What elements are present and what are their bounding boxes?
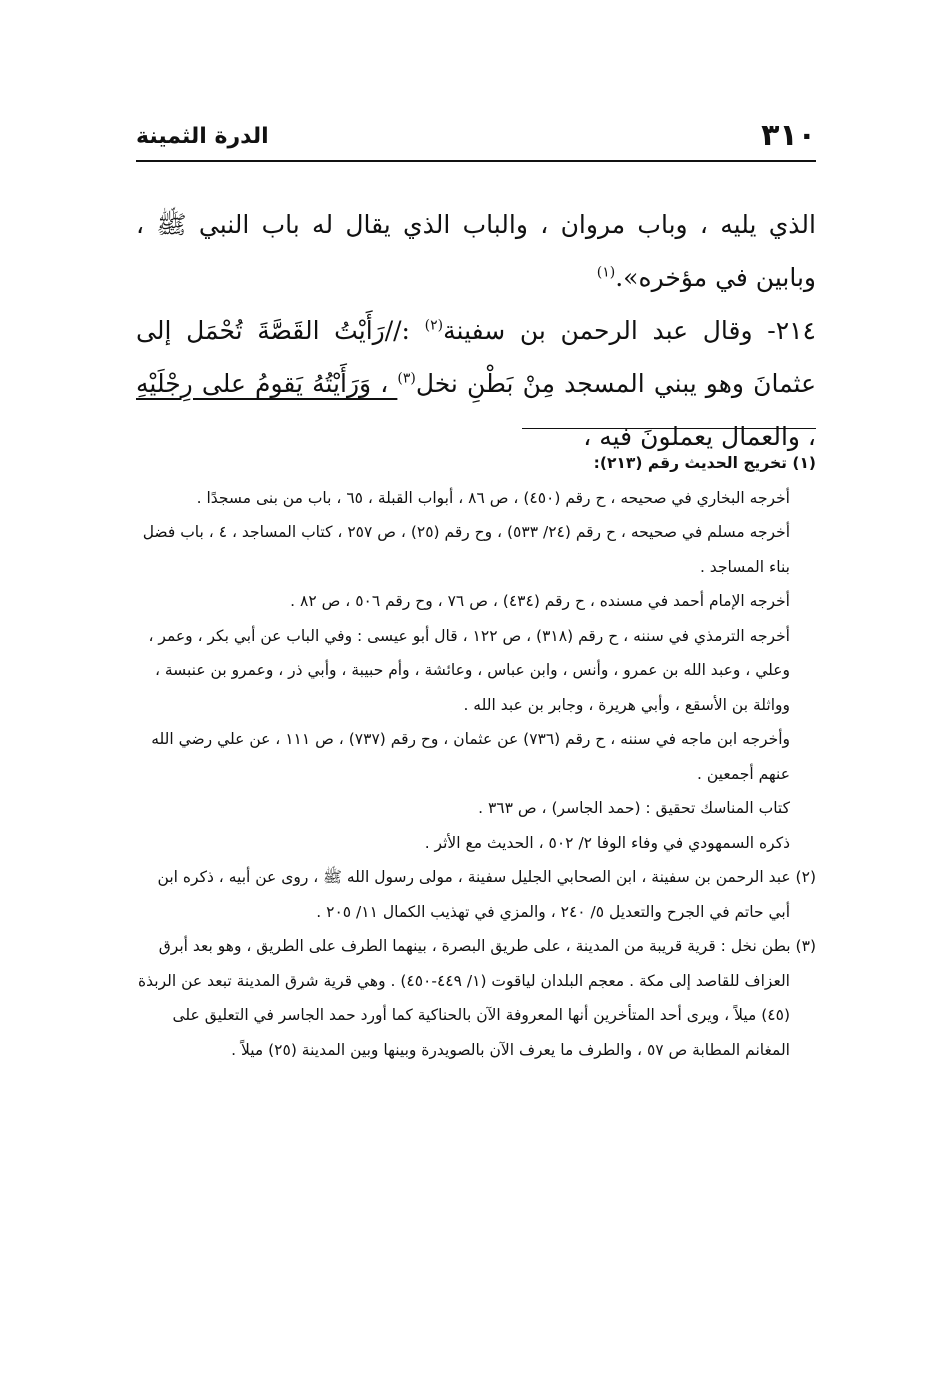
footnote-1-line: أخرجه مسلم في صحيحه ، ح رقم (٢٤/ ٥٣٣) ، وح رقم (٢٥) ، ص ٢٥٧ ، كتاب المساجد ، ٤ ، باب فضل بناء المساجد . — [142, 523, 790, 576]
footnote-separator — [522, 428, 816, 429]
paragraph-214-underlined: ، وَرَأَيْتُهُ يَقومُ على رِجْلَيْهِ — [136, 369, 398, 398]
footnote-1-line: أخرجه الإمام أحمد في مسنده ، ح رقم (٤٣٤) ، ص ٧٦ ، وح رقم ٥٠٦ ، ص ٨٢ . — [290, 592, 790, 610]
main-text — [136, 198, 816, 463]
paragraph-1-text: الذي يليه ، وباب مروان ، والباب الذي يقال له باب النبي ﷺ ، وبابين في مؤخره». — [136, 210, 816, 292]
page-number: ٣١٠ — [761, 118, 816, 153]
footnote-ref-2: (٢) — [424, 317, 444, 334]
footnote-ref-1: (١) — [596, 264, 616, 281]
paragraph-1 — [136, 198, 816, 304]
footnote-1-heading: (١) تخريج الحديث رقم (٢١٣): — [593, 454, 816, 472]
paragraph-214-mid: ://رَأَيْتُ القَصَّةَ تُحْمَل إلى عثمانَ وهو يبني المسجد مِنْ بَطْنِ نخل — [136, 316, 816, 398]
page-header — [136, 118, 816, 160]
footnote-1-line: أخرجه الترمذي في سننه ، ح رقم (٣١٨) ، ص ١٢٢ ، قال أبو عيسى : وفي الباب عن أبي بكر ، وعمر ، وعلي ، وعبد الله بن عمرو ، وأنس ، وابن عباس ، وعائشة ، وأم حبيبة ، وأبي ذر ، وعمرو بن عنبسة ، وواثلة بن الأسقع ، وأبي هريرة ، وجابر بن عبد الله . — [148, 626, 790, 714]
footnote-1-line: ذكره السمهودي في وفاء الوفا ٢/ ٥٠٢ ، الحديث مع الأثر . — [424, 833, 790, 852]
running-title: الدرة الثمينة — [136, 124, 269, 149]
footnotes — [136, 446, 816, 1067]
footnote-ref-3: (٣) — [397, 370, 416, 387]
paragraph-214-start: ٢١٤- وقال عبد الرحمن بن سفينة — [443, 316, 816, 345]
paragraph-214 — [136, 304, 816, 463]
header-rule — [136, 160, 816, 162]
footnote-1-line: وأخرجه ابن ماجه في سننه ، ح رقم (٧٣٦) عن عثمان ، وح رقم (٧٣٧) ، ص ١١١ ، عن علي رضي الله عنهم أجمعين . — [151, 730, 790, 783]
footnote-3: (٣) بطن نخل : قرية قريبة من المدينة ، على طريق البصرة ، بينهما الطرف على الطريق ، وهو بعد أبرق العزاف للقاصد إلى مكة . معجم البلدان لياقوت (١/ ٤٤٩-٤٥٠) . وهي قرية شرق المدينة تبعد عن الربذة (٤٥) ميلاً ، ويرى أحد المتأخرين أنها المعروفة الآن بالحناكية كما أورد حمد الجاسر في التعليق على المغانم المطابة ص ٥٧ ، والطرف ما يعرف الآن بالصويدرة وبينها وبين المدينة (٢٥) ميلاً . — [138, 937, 816, 1059]
paragraph-214-end: ، والعمال يعملونَ فيه ، — [583, 422, 816, 451]
footnote-2: (٢) عبد الرحمن بن سفينة ، ابن الصحابي الجليل سفينة ، مولى رسول الله ﷺ ، روى عن أبيه ، ذكره ابن أبي حاتم في الجرح والتعديل ٥/ ٢٤٠ ، والمزي في تهذيب الكمال ١١/ ٢٠٥ . — [157, 868, 816, 921]
footnote-1-line: كتاب المناسك تحقيق : (حمد الجاسر) ، ص ٣٦٣ . — [478, 799, 790, 817]
footnote-1-line: أخرجه البخاري في صحيحه ، ح رقم (٤٥٠) ، ص ٨٦ ، أبواب القبلة ، ٦٥ ، باب من بنى مسجدًا . — [196, 488, 790, 507]
